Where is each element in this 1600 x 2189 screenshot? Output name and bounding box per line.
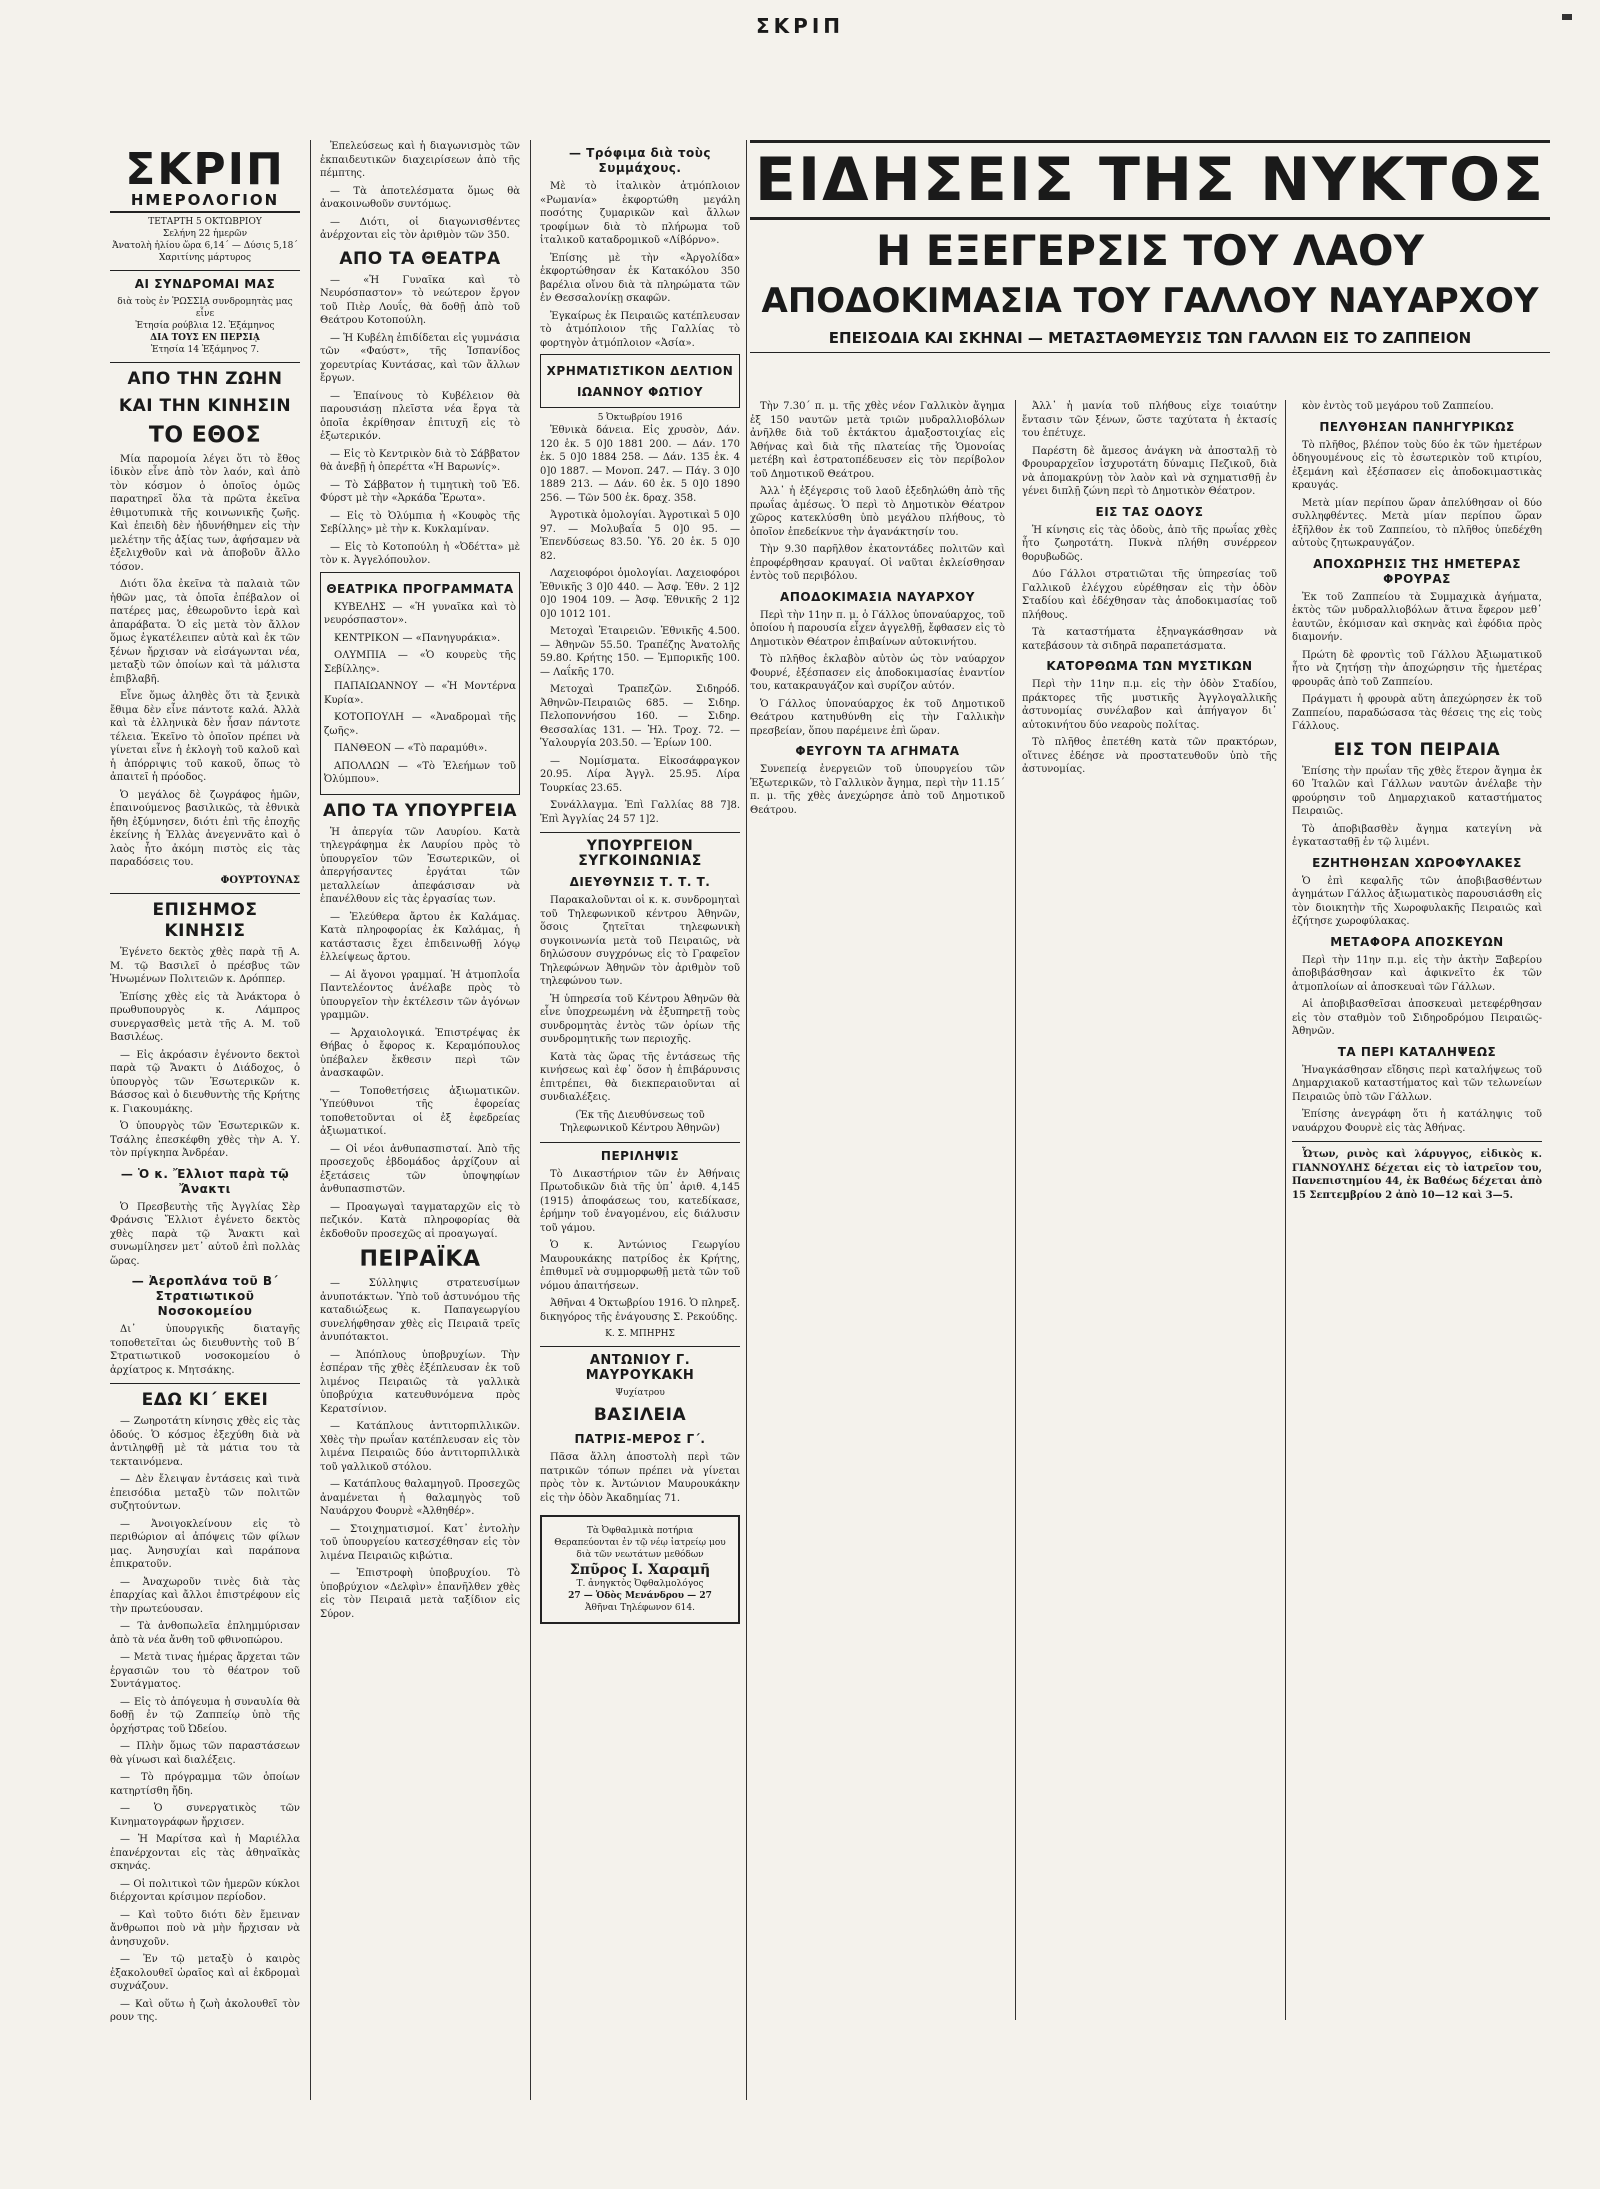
- ad-line: Τ. ἀνηγκτὸς Ὀφθαλμολόγος: [576, 1578, 704, 1589]
- stock-paragraph: Συνάλλαγμα. Ἐπὶ Γαλλίας 88 7]8. Ἐπὶ Ἀγγλίας 24 57 1]2.: [540, 800, 740, 825]
- news-item: — Δὲν ἔλειψαν ἐντάσεις καὶ τινὰ ἐπεισόδια μεταξὺ τῶν πολιτῶν συζητούντων.: [110, 1474, 300, 1512]
- date-line: Ἀνατολὴ ἡλίου ὥρα 6,14΄ — Δύσις 5,18΄: [112, 240, 298, 251]
- column-rule: [530, 140, 531, 2100]
- date-line: Χαριτίνης μάρτυρος: [159, 252, 251, 263]
- article-paragraph: Τὸ πλῆθος ἐκλαβὸν αὐτὸν ὡς τὸν ναύαρχον Φουρνέ, ἐξέσπασεν εἰς ἀποδοκιμασίας ἐναντίον του, κατακραυγάζον καὶ συρίζον αὐτόν.: [750, 654, 1005, 692]
- subscription-line: Ἐτησία ρούβλια 12. Ἑξάμηνος: [135, 320, 275, 331]
- article-paragraph: Ἡ ἀπεργία τῶν Λαυρίου. Κατὰ τηλεγράφημα ἐκ Λαυρίου πρὸς τὸ ὑπουργεῖον τῶν Ἐσωτερικῶν, οἱ ἀπεργήσαντες ἐργάται τῶν μεταλλείων ἀπεφάσισαν νὰ ἐπανέλθουν εἰς τὰς ἐργασίας των.: [320, 826, 520, 905]
- article-paragraph: Τὴν 7.30΄ π. μ. τῆς χθὲς νέον Γαλλικὸν ἄγημα ἐξ 150 ναυτῶν μετὰ τριῶν μυδραλλιοβόλων ἀνῆλθε διὰ τοῦ ἐκτάκτου ἀμαξοστοιχίας εἰς Ἀθήνας καὶ διὰ τῆς πλατείας τῆς Ὁμονοίας μετέβη καὶ ἐστρατοπέδευσεν εἰς τὸν περίβολον τοῦ Δημοτικοῦ Θεάτρου.: [750, 401, 1005, 480]
- programme-item: ΠΑΠΑΙΩΑΝΝΟΥ — «Ἡ Μοντέρνα Κυρία».: [324, 681, 516, 706]
- article-heading: ΕΔΩ ΚΙ΄ ΕΚΕΙ: [141, 1390, 269, 1410]
- article-paragraph: Δι᾽ ὑπουργικῆς διαταγῆς τοποθετεῖται ὡς διευθυντὴς τοῦ Β΄ Στρατιωτικοῦ νοσοκομείου ὁ ἀρχίατρος κ. Μητσάκης.: [110, 1324, 300, 1376]
- article-heading: ΕΙΣ ΤΟΝ ΠΕΙΡΑΙΑ: [1333, 739, 1501, 760]
- subscription-line: διὰ τοὺς ἐν ῬΩΣΣΙᾼ συνδρομητὰς μας εἶνε: [117, 296, 293, 319]
- divider: [110, 1383, 300, 1384]
- article-paragraph: Ἐκ τοῦ Ζαππείου τὰ Συμμαχικὰ ἀγήματα, ἐκτὸς τῶν μυδραλλιοβόλων ἄτινα ἔφερον μεθ᾽ ἑαυτῶν, ἐκόμισαν καὶ σκηνὰς καὶ ἐφόδια πρὸς διαμονήν.: [1292, 591, 1542, 643]
- news-item: — Οἱ πολιτικοὶ τῶν ἡμερῶν κύκλοι διέρχονται κρίσιμον περίοδον.: [110, 1878, 300, 1903]
- article-heading: ΑΠΟ ΤΑ ΘΕΑΤΡΑ: [339, 248, 501, 269]
- ad-line: διὰ τῶν νεωτάτων μεθόδων: [576, 1550, 704, 1560]
- headline-episodes: ΕΠΕΙΣΟΔΙΑ ΚΑΙ ΣΚΗΝΑΙ — ΜΕΤΑΣΤΑΘΜΕΥΣΙΣ ΤΩΝ ΓΑΛΛΩΝ ΕΙΣ ΤΟ ΖΑΠΠΕΙΟΝ: [750, 328, 1550, 353]
- article-heading: ΥΠΟΥΡΓΕΙΟΝ ΣΥΓΚΟΙΝΩΝΙΑΣ: [578, 838, 702, 869]
- article-heading: ΦΕΥΓΟΥΝ ΤΑ ΑΓΗΜΑΤΑ: [795, 744, 960, 758]
- top-strip: [0, 0, 1600, 60]
- stock-bulletin-box: [540, 354, 740, 408]
- article-paragraph: — «Ἡ Γυναῖκα καὶ τὸ Νευρόσπαστον» τὸ νεώτερον ἔργον τοῦ Πιὲρ Λουΐς, θὰ δοθῇ ἀπὸ τοῦ Θεάτρου Κοτοπούλη.: [320, 274, 520, 326]
- column-3: [540, 140, 740, 2100]
- news-column-1: [750, 400, 1005, 2020]
- article-heading: ΑΠΟ ΤΑ ΥΠΟΥΡΓΕΙΑ: [322, 800, 518, 821]
- article-paragraph: — Τὰ ἀποτελέσματα ὅμως θὰ ἀνακοινωθοῦν συντόμως.: [320, 185, 520, 210]
- masthead-title: ΣΚΡΙΠ: [125, 144, 285, 195]
- article-paragraph: — Εἰς τὸ Ὀλύμπια ἡ «Κουφὸς τῆς Σεβίλλης» μὲ τὴν κ. Κυκλαμίναν.: [320, 510, 520, 535]
- article-paragraph: Ἐπίσης χθὲς εἰς τὰ Ἀνάκτορα ὁ πρωθυπουργὸς κ. Λάμπρος συνεργασθεὶς μετὰ τῆς Α. Μ. τοῦ Βασιλέως.: [110, 991, 300, 1043]
- article-paragraph: — Τὸ Σάββατον ἡ τιμητικὴ τοῦ Ἐδ. Φύρστ μὲ τὴν «Ἀρκάδα Ἔρωτα».: [320, 479, 520, 504]
- subheading: — Ἀεροπλάνα τοῦ Β΄ Στρατιωτικοῦ Νοσοκομείου: [131, 1274, 279, 1318]
- stock-heading: ΧΡΗΜΑΤΙΣΤΙΚΟΝ ΔΕΛΤΙΟΝ: [546, 364, 734, 378]
- news-item: — Μετὰ τινας ἡμέρας ἄρχεται τῶν ἐργασιῶν του τὸ θέατρον τοῦ Συντάγματος.: [110, 1652, 300, 1690]
- article-paragraph: Ἡ ὑπηρεσία τοῦ Κέντρου Ἀθηνῶν θὰ εἶνε ὑποχρεωμένη νὰ ἐξυπηρετῇ τοὺς συνδρομητὰς ἐντὸς τῶν ὁρίων τῆς συνδρομητικῆς των περιοχῆς.: [540, 993, 740, 1045]
- article-paragraph: — Εἰς τὸ Κεντρικὸν διὰ τὸ Σάββατον θὰ ἀνεβῇ ἡ ὀπερέττα «Ἡ Βαρωνίς».: [320, 448, 520, 473]
- article-paragraph: Πράγματι ἡ φρουρὰ αὕτη ἀπεχώρησεν ἐκ τοῦ Ζαππείου, παραδώσασα τὰς θέσεις της εἰς τοὺς Γάλλους.: [1292, 694, 1542, 732]
- ad-phone: Ἀθῆναι Τηλέφωνον 614.: [585, 1602, 695, 1613]
- article-paragraph: Ἐγκαίρως ἐκ Πειραιῶς κατέπλευσαν τὸ ἀτμόπλοιον τῆς Γαλλίας τὸ φορτηγὸν ἀτμόπλοιον «Ἀσία».: [540, 310, 740, 349]
- programme-item: ΟΛΥΜΠΙΑ — «Ὁ κουρεὺς τῆς Σεβίλλης».: [324, 650, 516, 675]
- programme-item: ΚΟΤΟΠΟΥΛΗ — «Ἀναδρομαὶ τῆς ζωῆς».: [324, 712, 516, 737]
- article-paragraph: Δύο Γάλλοι στρατιῶται τῆς ὑπηρεσίας τοῦ Γαλλικοῦ ἐλέγχου εὑρέθησαν εἰς τὴν ὁδὸν Σταδίου καὶ ἐδέχθησαν τὰς ἀποδοκιμασίας τοῦ πλήθους.: [1022, 569, 1277, 621]
- headline-admiral: ΑΠΟΔΟΚΙΜΑΣΙΑ ΤΟΥ ΓΑΛΛΟΥ ΝΑΥΑΡΧΟΥ: [761, 281, 1539, 321]
- article-paragraph: — Ἀρχαιολογικά. Ἐπιστρέψας ἐκ Θήβας ὁ ἔφορος κ. Κεραμόπουλος ὑπέβαλεν ἔκθεσιν περὶ τῶν ἀνασκαφῶν.: [320, 1027, 520, 1079]
- news-item: — Ἐν τῷ μεταξὺ ὁ καιρὸς ἐξακολουθεῖ ὡραῖος καὶ αἱ ἐκδρομαὶ συχνάζουν.: [110, 1954, 300, 1992]
- stock-paragraph: Ἀγροτικὰ ὁμολογίαι. Ἀγροτικαὶ 5 0]0 97. — Μολυβαΐα 5 0]0 95. — Ἐπενδύσεως 83.50. Ὑδ. 20 ἑκ. 5 0]0 82.: [540, 510, 740, 562]
- article-paragraph: Παρέστη δὲ ἄμεσος ἀνάγκη νὰ ἀποσταλῇ τὸ Φρουραρχεῖον ἰσχυροτάτη δύναμις Πεζικοῦ, διὰ νὰ ἀπομακρύνῃ τὸν λαὸν καὶ νὰ σχηματισθῇ ἐν γένει διπλῇ ζώνη περὶ τὸ Δημοτικὸν Θέατρον.: [1022, 445, 1277, 497]
- article-paragraph: Τὸ Δικαστήριον τῶν ἐν Ἀθήναις Πρωτοδικῶν διὰ τῆς ὑπ᾽ ἀριθ. 4,145 (1915) ἀποφάσεως του, κατεδίκασε, ἐρήμην τοῦ ἐναγομένου, εἰς διάλυσιν τοῦ γάμου.: [540, 1168, 740, 1234]
- article-paragraph: Τὸ ἀποβιβασθὲν ἄγημα κατεγίνη νὰ ἐγκατασταθῇ ἐν τῷ λιμένι.: [1292, 823, 1542, 848]
- article-heading: ΠΕΛΥΘΗΣΑΝ ΠΑΝΗΓΥΡΙΚΩΣ: [1319, 419, 1515, 434]
- article-paragraph: Παρακαλοῦνται οἱ κ. κ. συνδρομηταὶ τοῦ Τηλεφωνικοῦ κέντρου Ἀθηνῶν, ὅσοις ζητεῖται τηλεφωνικὴ συγκοινωνία μετὰ τοῦ Πειραιῶς, νὰ δηλώσουν συγχρόνως εἰς τὸ Γραφεῖον Τηλεφώνων Ἀθηνῶν τὸν ἀριθμὸν τοῦ τηλεφώνου των.: [540, 895, 740, 987]
- article-heading: ΕΠΙΣΗΜΟΣ ΚΙΝΗΣΙΣ: [152, 900, 258, 941]
- signature: Κ. Σ. ΜΠΗΡΗΣ: [605, 1329, 675, 1339]
- programme-item: ΑΠΟΛΛΩΝ — «Τὸ Ἐλεήμων τοῦ Ὀλύμπου».: [324, 760, 516, 785]
- article-paragraph: Αἱ ἀποβιβασθεῖσαι ἀποσκευαὶ μετεφέρθησαν εἰς τὸν σταθμὸν τοῦ Σιδηροδρόμου Πειραιῶς-Ἀθηνῶν.: [1292, 999, 1542, 1037]
- article-paragraph: — Προαγωγαὶ ταγματαρχῶν εἰς τὸ πεζικόν. Κατὰ πληροφορίας θὰ ἐκδοθοῦν προσεχῶς αἱ προαγωγαί.: [320, 1201, 520, 1240]
- article-paragraph: — Σύλληψις στρατευσίμων ἀνυποτάκτων. Ὑπὸ τοῦ ἀστυνόμου τῆς καταδιώξεως κ. Παπαγεωργίου συνελήφθησαν χθὲς εἰς Πειραιᾶ τρεῖς ἀνυπότακτοι.: [320, 1278, 520, 1343]
- article-paragraph: — Στοιχηματισμοί. Κατ᾽ ἐντολὴν τοῦ ὑπουργείου κατεσχέθησαν εἰς τὸν λιμένα Πειραιῶς κιβώτια.: [320, 1523, 520, 1562]
- news-column-2: [1022, 400, 1277, 2020]
- article-paragraph: Ἀλλ᾽ ἡ μανία τοῦ πλήθους εἶχε τοιαύτην ἔντασιν τῶν ξένων, ὥστε ταχύτατα ἡ ἐκτασίς του ἐπέτυχε.: [1022, 401, 1277, 439]
- doctor-notice: Ὦτων, ρινὸς καὶ λάρυγγος, εἰδικὸς κ. ΓΙΑΝΝΟΥΛΗΣ δέχεται εἰς τὸ ἰατρεῖον του, Πανεπιστημίου 44, ἐκ Βαθέως δέχεται ἀπὸ 15 Σεπτεμβρίου 2 ἀπὸ 10—12 καὶ 3—5.: [1292, 1149, 1542, 1201]
- column-1: [110, 140, 300, 2100]
- article-heading: ΠΕΙΡΑΪΚΑ: [359, 1247, 481, 1272]
- article-paragraph: Τὰ καταστήματα ἐξηναγκάσθησαν νὰ κατεβάσουν τὰ σιδηρᾶ παραπετάσματα.: [1022, 627, 1277, 652]
- article-paragraph: Εἶνε ὅμως ἀληθὲς ὅτι τὰ ξενικὰ ἔθιμα δὲν εἶνε πάντοτε καλά. Ἀλλὰ καὶ τὰ ἐλληνικὰ δὲν ἦσαν πάντοτε τέλεια. Ἐκεῖνο τὸ ὁποῖον πρέπει νὰ γίνεται εἶνε ἡ ἐκλογὴ τοῦ καλοῦ καὶ ἡ ἀπόρριψις τοῦ κακοῦ, ὅπως τὸ ἀπαιτεῖ ἡ πρόοδος.: [110, 691, 300, 783]
- advertisement-box: [540, 1515, 740, 1624]
- subscription-line: ΔΙΑ ΤΟΥΣ ΕΝ ΠΕΡΣΙᾼ: [150, 332, 260, 343]
- article-title: ΒΑΣΙΛΕΙΑ: [593, 1405, 687, 1425]
- news-item: — Ἀναχωροῦν τινὲς διὰ τὰς ἐπαρχίας καὶ ἄλλοι ἐπιστρέφουν εἰς τὴν πρωτεύουσαν.: [110, 1576, 300, 1615]
- article-paragraph: Μετὰ μίαν περίπου ὥραν ἀπελύθησαν οἱ δύο συλληφθέντες. Μετὰ μίαν περίπου ὥραν ἐξῆλθον ἐκ τοῦ Ζαππείου, τὸ πλῆθος ὑπεδέχθη αὐτοὺς ζητωκραυγάζον.: [1292, 497, 1542, 549]
- article-signature: ΦΟΥΡΤΟΥΝΑΣ: [220, 874, 300, 886]
- article-paragraph: — Τοποθετήσεις ἀξιωματικῶν. Ὑπεύθυνοι τῆς ἐφορείας τοποθετοῦνται οἱ ἐξ ἐφεδρείας ἀξιωματικοί.: [320, 1085, 520, 1137]
- article-heading: ΕΖΗΤΗΘΗΣΑΝ ΧΩΡΟΦΥΛΑΚΕΣ: [1312, 855, 1522, 870]
- article-paragraph: Ἠναγκάσθησαν εἴδησις περὶ καταλήψεως τοῦ Δημαρχιακοῦ καταστήματος καὶ τῶν τελωνείων Πειραιῶς ὑπὸ τῶν Γάλλων.: [1292, 1064, 1542, 1103]
- article-heading: ΚΑΤΟΡΘΩΜΑ ΤΩΝ ΜΥΣΤΙΚΩΝ: [1046, 659, 1253, 673]
- stock-heading-name: ΙΩΑΝΝΟΥ ΦΩΤΙΟΥ: [576, 385, 704, 399]
- programme-heading: ΘΕΑΤΡΙΚΑ ΠΡΟΓΡΑΜΜΑΤΑ: [326, 581, 514, 596]
- subheading: — Τρόφιμα διὰ τοὺς Συμμάχους.: [569, 146, 711, 175]
- news-item: — Ἡ Μαρίτσα καὶ ἡ Μαριέλλα ἐπανέρχονται εἰς τὰς ἀθηναϊκὰς σκηνάς.: [110, 1834, 300, 1872]
- article-paragraph: Ὁ Πρεσβευτὴς τῆς Ἀγγλίας Σὲρ Φράνσις Ἔλλιοτ ἐγένετο δεκτὸς χθὲς παρὰ τῷ Ἄνακτι καὶ συνωμίλησεν μετ᾽ αὐτοῦ ἐπὶ πολλὰς ὥρας.: [110, 1201, 300, 1267]
- article-paragraph: Ὁ ἐπὶ κεφαλῆς τῶν ἀποβιβασθέντων ἀγημάτων Γάλλος ἀξιωματικὸς παρουσιάσθη εἰς τὸν διοικητὴν τῆς Χωροφυλακῆς Πειραιῶς καὶ ἐζήτησε χωροφύλακας.: [1292, 875, 1542, 927]
- subheading: — Ὁ κ. Ἔλλιοτ παρὰ τῷ Ἄνακτι: [120, 1166, 290, 1196]
- subscription-line: Ἐτησία 14 Ἑξάμηνος 7.: [150, 344, 260, 355]
- newspaper-page: [110, 60, 1550, 2100]
- article-paragraph: Τὴν 9.30 παρῆλθον ἐκατοντάδες πολιτῶν καὶ ἐπροφέρθησαν κραυγαί. Οἱ ναῦται ἐκλείσθησαν ἐντὸς τοῦ περιβόλου.: [750, 544, 1005, 582]
- news-item: — Εἰς τὸ ἀπόγευμα ἡ συναυλία θὰ δοθῇ ἐν τῷ Ζαππείῳ ὑπὸ τῆς ὀρχήστρας τοῦ Ὠδείου.: [110, 1696, 300, 1735]
- article-paragraph: — Ἐπιστροφὴ ὑποβρυχίου. Τὸ ὑποβρύχιον «Δελφὶν» ἐπανῆλθεν χθὲς εἰς τὸν Πειραιᾶ μετὰ ταξίδιον εἰς Σύρον.: [320, 1568, 520, 1620]
- article-heading: ΤΑ ΠΕΡΙ ΚΑΤΑΛΗΨΕΩΣ: [1337, 1044, 1497, 1059]
- divider: [540, 1346, 740, 1347]
- news-item: — Τὸ πρόγραμμα τῶν ὁποίων κατηρτίσθη ἤδη.: [110, 1772, 300, 1797]
- column-rule: [1015, 400, 1016, 2020]
- article-paragraph: Ὁ μεγάλος δὲ ζωγράφος ἡμῶν, ἐπαινούμενος βασιλικῶς, τὰ ἐθνικὰ ἤθη ἐξύμνησεν, διότι ἐπὶ τῆς ἐποχῆς ἐκείνης ἡ Ἑλλὰς ἀνεγεννᾶτο καὶ ὁ λαὸς ἦτο ἀκόμη πιστὸς εἰς τὰς παραδόσεις του.: [110, 789, 300, 868]
- article-paragraph: Διότι ὅλα ἐκεῖνα τὰ παλαιὰ τῶν ἡθῶν μας, τὰ ὁποῖα ἐπέβαλον οἱ πατέρες μας, ἐθεωροῦντο ἱερὰ καὶ ἀπαράβατα. Ὁ εἰς μετὰ τὸν ἄλλον ὅμως ἐγκατέλειπεν αὐτὰ καὶ ἐκ τῶν ξένων ἤρχισαν νὰ εἰσάγωνται νέα, μεταξὺ τῶν ὁποίων καὶ τὰ μάλιστα ἐπιβλαβῆ.: [110, 579, 300, 685]
- main-headline: ΕΙΔΗΣΕΙΣ ΤΗΣ ΝΥΚΤΟΣ: [750, 140, 1550, 220]
- article-paragraph: Πρώτη δὲ φροντὶς τοῦ Γάλλου Ἀξιωματικοῦ ἦτο νὰ ζητήσῃ τὴν ἀποχώρησιν τῆς ἡμετέρας φρουρᾶς ἀπὸ τοῦ Ζαππείου.: [1292, 649, 1542, 688]
- article-paragraph: — Κατάπλους ἀντιτορπιλλικῶν. Χθὲς τὴν πρωΐαν κατέπλευσαν εἰς τὸν λιμένα Πειραιῶς δύο ἀντιτορπιλλικὰ τοῦ γαλλικοῦ στόλου.: [320, 1421, 520, 1473]
- date-line: Σελήνη 22 ἡμερῶν: [162, 228, 248, 239]
- article-paragraph: — Αἱ ἄγονοι γραμμαί. Ἡ ἀτμοπλοΐα Παντελέοντος ἀνέλαβε πρὸς τὸ ὑπουργεῖον τὴν ἐκτέλεσιν τῶν ἀγόνων γραμμῶν.: [320, 969, 520, 1021]
- article-paragraph: — Ἐλεύθερα ἄρτου ἐκ Καλάμας. Κατὰ πληροφορίας ἐκ Καλάμας, ἡ κατάστασις ἔχει ἐπιδεινωθῇ λόγῳ ἐλλείψεως ἄρτου.: [320, 911, 520, 963]
- article-paragraph: Ὁ ὑπουργὸς τῶν Ἐσωτερικῶν κ. Τσάλης ἐπεσκέφθη χθὲς τὴν Α. Υ. τὸν πρίγκηπα Ἀνδρέαν.: [110, 1121, 300, 1159]
- article-paragraph: — Ἐπαίνους τὸ Κυβέλειον θὰ παρουσιάσῃ πλεῖστα νέα ἔργα τὰ ὁποῖα ἐκρίθησαν ἐπιτυχῆ εἰς τὸ ἐξωτερικόν.: [320, 390, 520, 442]
- article-paragraph: Μὲ τὸ ἰταλικὸν ἀτμόπλοιον «Ρωμανία» ἐκφορτώθη μεγάλη ποσότης ζυμαρικῶν καὶ ἄλλων τροφίμων διὰ τὸ πλήρωμα τοῦ ἰταλικοῦ καταδρομικοῦ «Λίβόρνο».: [540, 181, 740, 246]
- news-item: — Πλὴν ὅμως τῶν παραστάσεων θὰ γίνωσι καὶ διαλέξεις.: [110, 1741, 300, 1766]
- article-paragraph: Ἐπίσης τὴν πρωΐαν τῆς χθὲς ἕτερον ἄγημα ἐκ 60 Ἰταλῶν καὶ Γάλλων ναυτῶν ἀνέλαβε τὴν φρούρησιν τοῦ Δημαρχιακοῦ καταστήματος Πειραιῶς.: [1292, 765, 1542, 817]
- article-paragraph: Περὶ τὴν 11ην π.μ. εἰς τὴν ὁδὸν Σταδίου, πράκτορες τῆς μυστικῆς Ἀγγλογαλλικῆς ἀστυνομίας συνέλαβον καὶ ἀπήγαγον δι᾽ αὐτοκινήτου δύο νεαροὺς πολίτας.: [1022, 679, 1277, 731]
- column-rule: [1285, 400, 1286, 2020]
- article-paragraph: Τὸ πλῆθος ἐπετέθη κατὰ τῶν πρακτόρων, οἵτινες ἐδέησε νὰ προστατευθοῦν ὑπὸ τῆς ἀστυνομίας.: [1022, 737, 1277, 775]
- news-column-3: [1292, 400, 1542, 2020]
- article-paragraph: — Ἀπόπλους ὑποβρυχίων. Τὴν ἑσπέραν τῆς χθὲς ἐξέπλευσαν ἐκ τοῦ λιμένος Πειραιῶς τὰ γαλλικὰ ὑποβρύχια κατευθυνόμενα πρὸς Κερατσίνιον.: [320, 1349, 520, 1415]
- article-paragraph: (Ἐκ τῆς Διευθύνσεως τοῦ Τηλεφωνικοῦ Κέντρου Ἀθηνῶν): [560, 1109, 720, 1134]
- news-item: — Καὶ οὕτω ἡ ζωὴ ἀκολουθεῖ τὸν ρουν της.: [110, 1998, 300, 2023]
- article-paragraph: — Οἱ νέοι ἀνθυπασπισταί. Ἀπὸ τῆς προσεχοῦς ἑβδομάδος ἀρχίζουν αἱ ἐξετάσεις τῶν ὑποψηφίων ἀνθυπασπιστῶν.: [320, 1143, 520, 1195]
- corner-mark: [1562, 14, 1572, 20]
- subscriptions-block: [110, 296, 300, 356]
- article-paragraph: — Διότι, οἱ διαγωνισθέντες ἀνέρχονται εἰς τὸν ἀριθμὸν τῶν 350.: [320, 216, 520, 241]
- article-paragraph: Ἡ κίνησις εἰς τὰς ὁδοὺς, ἀπὸ τῆς πρωΐας χθὲς ἦτο ζωηροτάτη. Πυκνὰ πλήθη συνέρρεον θορυβωδῶς.: [1022, 524, 1277, 563]
- article-paragraph: Κατὰ τὰς ὥρας τῆς ἐντάσεως τῆς κινήσεως καὶ ἐφ᾽ ὅσον ἡ ἐπιβάρυνσις ἐπιτρέπει, θὰ διεκπεραιοῦνται αἱ συνδιαλέξεις.: [540, 1051, 740, 1103]
- column-rule: [746, 140, 747, 2100]
- article-paragraph: — Κατάπλους θαλαμηγοῦ. Προσεχῶς ἀναμένεται ἡ θαλαμηγὸς τοῦ Ναυάρχου Φουρνὲ «Ἀλθηθέρ».: [320, 1479, 520, 1517]
- news-item: — Ζωηροτάτη κίνησις χθὲς εἰς τὰς ὁδούς. Ὁ κόσμος ἐξεχύθη διὰ νὰ ἀντιληφθῇ μὲ τὰ μάτια του τὰ τεκταινόμενα.: [110, 1416, 300, 1468]
- stock-date: 5 Ὀκτωβρίου 1916: [597, 413, 683, 423]
- article-paragraph: Ἐπελεύσεως καὶ ἡ διαγωνισμὸς τῶν ἐκπαιδευτικῶν διαχειρίσεων ἀπὸ τῆς πέμπτης.: [320, 141, 520, 179]
- article-paragraph: Τὸ πλῆθος, βλέπον τοὺς δύο ἐκ τῶν ἡμετέρων ὁδηγουμένους εἰς τὸ ἐσωτερικὸν τοῦ κτιρίου, ἐξεμάνη καὶ ἐξέσπασεν εἰς ἀποδοκιμαστικὰς κραυγάς.: [1292, 439, 1542, 491]
- divider: [110, 893, 300, 894]
- news-item: — Καὶ τοῦτο διότι δὲν ἔμειναν ἄνθρωποι ποὺ νὰ μὴν ἤρχισαν νὰ ἀνησυχοῦν.: [110, 1909, 300, 1948]
- divider: [110, 362, 300, 363]
- article-paragraph: Πᾶσα ἄλλη ἀποστολὴ περὶ τῶν πατρικῶν τόπων πρέπει νὰ γίνεται πρὸς τὸν κ. Ἀντώνιον Μαυρουκάκην εἰς τὴν ὁδὸν Ἀκαδημίας 71.: [540, 1452, 740, 1504]
- programme-item: ΚΕΝΤΡΙΚΟΝ — «Πανηγυράκια».: [334, 632, 501, 644]
- night-news-header: [750, 140, 1550, 353]
- article-paragraph: κὸν ἐντὸς τοῦ μεγάρου τοῦ Ζαππείου.: [1302, 401, 1494, 412]
- stock-paragraph: Μετοχαὶ Ἐταιρειῶν. Ἐθνικῆς 4.500. — Ἀθηνῶν 55.50. Τραπέζης Ἀνατολῆς 59.80. Κρήτης 150. — Ἐμπορικῆς 100. — Λαΐκῆς 170.: [540, 626, 740, 678]
- divider: [540, 832, 740, 833]
- section-heading: ΑΠΟ ΤΗΝ ΖΩΗΝ: [127, 368, 283, 389]
- divider: [540, 1142, 740, 1143]
- article-heading: ΤΟ ΕΘΟΣ: [148, 422, 262, 448]
- ad-doctor-name: Σπῦρος Ι. Χαραμῆ: [569, 1562, 711, 1578]
- article-paragraph: Ὁ κ. Ἀντώνιος Γεωργίου Μαυρουκάκης πατρίδος ἐκ Κρήτης, ἐπιθυμεῖ νὰ συμμορφωθῇ μετὰ τῶν τοῦ νόμου ἀπαιτήσεων.: [540, 1240, 740, 1292]
- article-heading: ΠΕΡΙΛΗΨΙΣ: [600, 1148, 680, 1163]
- article-paragraph: Συνεπείᾳ ἐνεργειῶν τοῦ ὑπουργείου τῶν Ἐξωτερικῶν, τὸ Γαλλικὸν ἄγημα, περὶ τὴν 11.15΄ π. μ. τῆς χθὲς ἀνεχώρησε ἀπὸ τοῦ Δημοτικοῦ Θεάτρου.: [750, 764, 1005, 816]
- article-title-2: ΠΑΤΡΙΣ-ΜΕΡΟΣ Γ΄.: [574, 1432, 706, 1446]
- article-paragraph: Μία παρομοία λέγει ὅτι τὸ ἔθος ἰδικὸν εἶνε ἀπὸ τὸν λαόν, καὶ ἀπὸ τὸν κόσμον ὁ ὁποῖος ὁμῶς παρατηρεῖ ὅλα τὰ πρῶτα ἐκεῖνα ἐθιμοτυπικὰ τῆς κοινωνικῆς ζωῆς. Καὶ ἐπειδὴ δὲν ἠδυνήθημεν εἰς τὴν μελέτην τῆς ἀξίας των, ἀφήσαμεν νὰ ἐξελιχθοῦν καὶ νὰ ἀποβοῦν ἄλλο τόσον.: [110, 453, 300, 573]
- article-paragraph: — Ἡ Κυβέλη ἐπιδίδεται εἰς γυμνάσια τῶν «Φαύστ», τῆς Ἰσπανίδος χορευτρίας Κυντάσας, καὶ τῶν ἄλλων ἔργων.: [320, 332, 520, 384]
- article-heading: ΜΕΤΑΦΟΡΑ ΑΠΟΣΚΕΥΩΝ: [1330, 934, 1504, 949]
- article-heading: ΑΝΤΩΝΙΟΥ Γ. ΜΑΥΡΟΥΚΑΚΗ: [585, 1353, 695, 1383]
- divider: [1292, 1141, 1542, 1142]
- stock-paragraph: Λαχειοφόροι ὁμολογίαι. Λαχειοφόροι Ἐθνικῆς 3 0]0 440. — Ἀσφ. Ἐθν. 2 1]2 0]0 1904 109. — Ἀσφ. Ἐθνικῆς 2 1]2 0]0 1012 101.: [540, 568, 740, 620]
- article-subheading: ΔΙΕΥΘΥΝΣΙΣ Τ. Τ. Τ.: [569, 875, 711, 889]
- date-block: [110, 216, 300, 264]
- article-paragraph: Περὶ τὴν 11ην π. μ. ὁ Γάλλος ὑποναύαρχος, τοῦ ὁποίου ἡ παρουσία εἶχεν ἀγγελθῇ, ἔφθασεν εἰς τὸ Δημοτικὸν Θέατρον ἐπιβαίνων αὐτοκινήτου.: [750, 609, 1005, 648]
- article-heading: ΑΠΟΧΩΡΗΣΙΣ ΤΗΣ ΗΜΕΤΕΡΑΣ ΦΡΟΥΡΑΣ: [1313, 556, 1521, 586]
- article-heading: ΕΙΣ ΤΑΣ ΟΔΟΥΣ: [1095, 504, 1204, 519]
- article-paragraph: — Εἰς τὸ Κοτοπούλη ἡ «Ὀδέττα» μὲ τὸν κ. Ἀγγελόπουλον.: [320, 541, 520, 566]
- divider: [110, 270, 300, 271]
- article-paragraph: — Εἰς ἀκρόασιν ἐγένοντο δεκτοὶ παρὰ τῷ Ἄνακτι ὁ Διάδοχος, ὁ ὑπουργὸς τῶν Ἐσωτερικῶν κ. Βάσσος καὶ ὁ διευθυντὴς τῆς Κρήτης κ. Γιακουμάκης.: [110, 1049, 300, 1115]
- programme-item: ΚΥΒΕΛΗΣ — «Ἡ γυναῖκα καὶ τὸ νευρόσπαστον».: [324, 601, 516, 626]
- article-paragraph: Ὁ Γάλλος ὑποναύαρχος ἐκ τοῦ Δημοτικοῦ Θεάτρου κατηυθύνθη εἰς τὴν Γαλλικὴν πρεσβείαν, ὅπου παρέμεινε ἐπὶ ὥραν.: [750, 698, 1005, 737]
- news-item: — Ὁ συνεργατικὸς τῶν Κινηματογράφων ἤρχισεν.: [110, 1803, 300, 1828]
- column-rule: [310, 140, 311, 2100]
- ad-line: Τὰ Ὀφθαλμικὰ ποτήρια: [586, 1526, 694, 1536]
- programme-item: ΠΑΝΘΕΟΝ — «Τὸ παραμύθι».: [334, 743, 488, 754]
- subscriptions-heading: ΑΙ ΣΥΝΔΡΟΜΑΙ ΜΑΣ: [134, 276, 276, 291]
- headline-uprising: Η ΕΞΕΓΕΡΣΙΣ ΤΟΥ ΛΑΟΥ: [875, 226, 1425, 275]
- article-paragraph: Ἐγένετο δεκτὸς χθὲς παρὰ τῇ Α. Μ. τῷ Βασιλεῖ ὁ πρέσβυς τῶν Ἡνωμένων Πολιτειῶν κ. Δρόππερ.: [110, 947, 300, 985]
- stock-paragraph: Ἐθνικὰ δάνεια. Εἰς χρυσὸν, Δάν. 120 ἑκ. 5 0]0 1881 200. — Δάν. 170 ἑκ. 5 0]0 1884 258. — Δάν. 135 ἑκ. 4 0]0 1887. — Μονοπ. 247. — Πάγ. 3 0]0 1889 213. — Δάν. 60 ἑκ. 5 0]0 1890 256. — Τῶν 500 ἑκ. δραχ. 358.: [540, 425, 740, 504]
- date-line: ΤΕΤΑΡΤΗ 5 ΟΚΤΩΒΡΙΟΥ: [148, 216, 262, 227]
- ad-address: 27 — Ὁδὸς Μενάνδρου — 27: [568, 1590, 712, 1601]
- stock-paragraph: Μετοχαὶ Τραπεζῶν. Σιδηρόδ. Ἀθηνῶν-Πειραιῶς 685. — Σιδηρ. Πελοποννήσου 160. — Σιδηρ. Θεσσαλίας 131. — Ἡλ. Τροχ. 72. — Ὑαλουργία 203.50. — Ἐρίων 100.: [540, 684, 740, 749]
- article-paragraph: Ἀλλ᾽ ἡ ἐξέγερσις τοῦ λαοῦ ἐξεδηλώθη ἀπὸ τῆς πρωΐας ἀμέσως. Ὁ περὶ τὸ Δημοτικὸν Θέατρον χῶρος κατεκλύσθη ὑπὸ μεγάλου πλήθους, τὸ ὁποῖον ἐπεδείκνυε τὴν ἀγανάκτησίν του.: [750, 486, 1005, 538]
- article-paragraph: Ἐπίσης μὲ τὴν «Ἀργολίδα» ἐκφορτώθησαν ἐκ Κατακόλου 350 βαρέλια οἴνου διὰ τὰ πληρώματα τῶν ἐν Θεσσαλονίκῃ σκαφῶν.: [540, 252, 740, 304]
- article-paragraph: Περὶ τὴν 11ην π.μ. εἰς τὴν ἀκτὴν Ξαβερίου ἀποβιβάσθησαν καὶ ἀφικνεῖτο ἐκ τῶν ἀτμοπλοίων αἱ ἀποσκευαὶ τῶν Γάλλων.: [1292, 954, 1542, 993]
- strip-title: ΣΚΡΙΠ: [756, 14, 844, 38]
- article-subheading: Ψυχίατρου: [615, 1388, 665, 1398]
- article-paragraph: Ἐπίσης ἀνεγράφη ὅτι ἠ κατάληψις τοῦ ναυάρχου Φουρνὲ εἰς τὰς Ἀθήνας.: [1292, 1109, 1542, 1134]
- news-item: — Τὰ ἀνθοπωλεῖα ἐπλημμύρισαν ἀπὸ τὰ νέα ἄνθη τοῦ φθινοπώρου.: [110, 1621, 300, 1646]
- section-heading: ΚΑΙ ΤΗΝ ΚΙΝΗΣΙΝ: [118, 395, 292, 416]
- stock-paragraph: — Νομίσματα. Εἰκοσάφραγκον 20.95. Λίρα Ἀγγλ. 25.95. Λίρα Τουρκίας 23.65.: [540, 755, 740, 794]
- article-paragraph: Ἀθῆναι 4 Ὀκτωβρίου 1916. Ὁ πληρεξ. δικηγόρος τῆς ἐνάγουσης Σ. Ρεκούδης.: [540, 1298, 740, 1323]
- ad-line: Θεραπεύονται ἐν τῷ νέῳ ἰατρείῳ μου: [554, 1538, 726, 1548]
- news-item: — Ἀνοιγοκλείνουν εἰς τὸ περιθώριον αἱ ἀπόψεις τῶν φίλων μας. Ἀνησυχίαι καὶ παράπονα ἐπικρατοῦν.: [110, 1518, 300, 1570]
- column-2: [320, 140, 520, 2100]
- masthead-subtitle: ΗΜΕΡΟΛΟΓΙΟΝ: [110, 194, 300, 213]
- theatre-programme-box: [320, 572, 520, 795]
- article-heading: ΑΠΟΔΟΚΙΜΑΣΙΑ ΝΑΥΑΡΧΟΥ: [780, 589, 975, 604]
